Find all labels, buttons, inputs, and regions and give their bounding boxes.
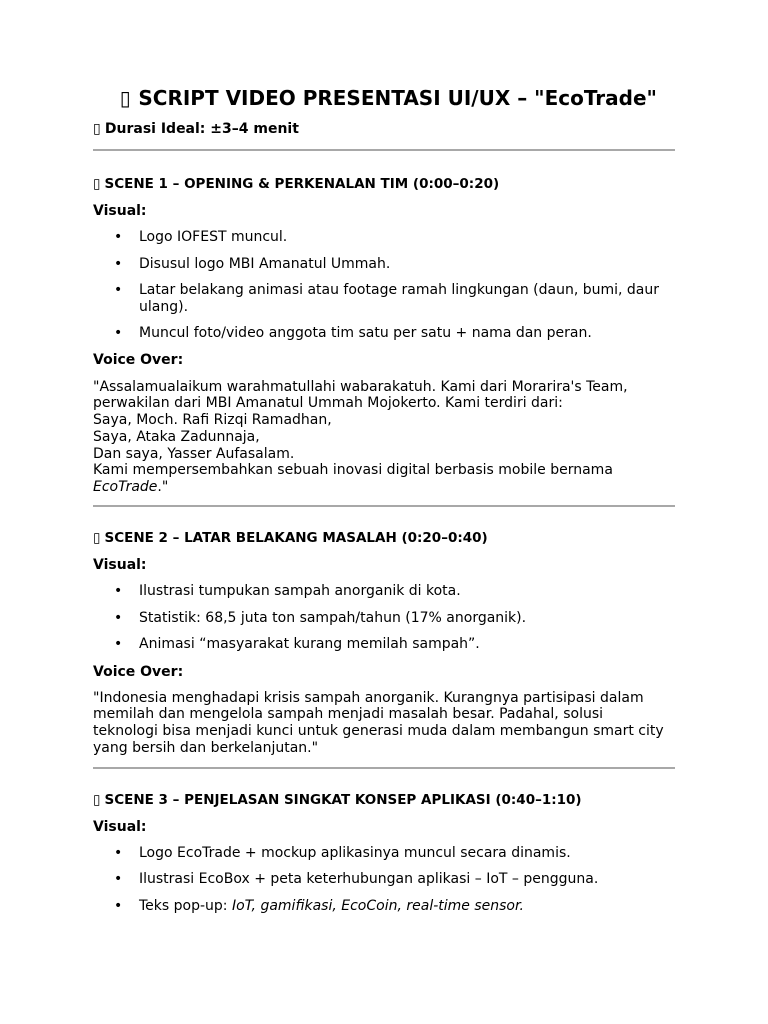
scene-3-visual-label: Visual: [93, 818, 147, 835]
divider [93, 149, 675, 151]
scene-3-placeholder-icon: ▯ [93, 791, 101, 808]
scene-1-title-text: SCENE 1 – OPENING & PERKENALAN TIM (0:00–0:20) [104, 176, 500, 192]
scene-2-voice-over-label: Voice Over: [93, 663, 184, 680]
scene-3-visual-list [93, 845, 675, 915]
scene-2-visual-list [93, 583, 675, 653]
duration-line [93, 120, 675, 138]
list-item: • Ilustrasi EcoBox + peta keterhubungan aplikasi – IoT – pengguna. [114, 871, 599, 888]
scene-2-placeholder-icon: ▯ [93, 530, 101, 547]
title-placeholder-icon: ▯ [119, 86, 131, 110]
list-item: • Ilustrasi tumpukan sampah anorganik di kota. [114, 583, 461, 600]
list-item: • Muncul foto/video anggota tim satu per satu + nama dan peran. [114, 325, 592, 341]
scene-2-title [93, 529, 675, 547]
scene-1-visual-list [93, 229, 675, 342]
scene-1-voice-over-label: Voice Over: [93, 351, 184, 368]
document-content [93, 84, 675, 914]
list-item: • Teks pop-up: IoT, gamifikasi, EcoCoin, real-time sensor. [114, 897, 524, 914]
scene-2-voice-over-text: "Indonesia menghadapi krisis sampah anorganik. Kurangnya partisipasi dalam memilah dan mengelola sampah menjadi masalah besar. Padahal, solusi teknologi bisa menjadi kunci untuk generasi muda dalam membangun smart city yang bersih dan berkelanjutan." [93, 689, 664, 756]
scene-1-visual-label: Visual: [93, 203, 147, 219]
list-item: • Latar belakang animasi atau footage ramah lingkungan (daun, bumi, daur ulang). [114, 282, 659, 315]
scene-1-title [93, 175, 675, 193]
duration-placeholder-icon: ▯ [93, 121, 101, 137]
scene-3-title [93, 791, 675, 809]
divider [93, 767, 675, 769]
app-name-italic: EcoTrade [93, 479, 158, 496]
title-text: SCRIPT VIDEO PRESENTASI UI/UX – "EcoTrade" [138, 86, 657, 110]
scene-1-voice-over-text: "Assalamualaikum warahmatullahi wabarakatuh. Kami dari Morarira's Team, perwakilan dari MBI Amanatul Ummah Mojokerto. Kami terdiri dari: Saya, Moch. Rafi Rizqi Ramadhan, Saya, Ataka Zadunnaja, Dan saya, Yasser Aufasalam. Kami mempersembahkan sebuah inovasi digital berbasis mobile bernama EcoTrade." [93, 378, 628, 496]
scene-1-placeholder-icon: ▯ [93, 176, 101, 192]
list-item: • Disusul logo MBI Amanatul Ummah. [114, 255, 391, 272]
list-item: • Logo IOFEST muncul. [114, 229, 288, 245]
divider [93, 505, 675, 507]
duration-text: Durasi Ideal: ±3–4 menit [104, 121, 299, 137]
list-item: • Statistik: 68,5 juta ton sampah/tahun (17% anorganik). [114, 609, 527, 626]
scene-2-visual-label: Visual: [93, 557, 147, 574]
scene-2-title-text: SCENE 2 – LATAR BELAKANG MASALAH (0:20–0:40) [104, 530, 488, 547]
document-title [93, 84, 675, 112]
list-item: • Animasi “masyarakat kurang memilah sampah”. [114, 636, 480, 653]
list-item: • Logo EcoTrade + mockup aplikasinya muncul secara dinamis. [114, 844, 571, 861]
scene-3-title-text: SCENE 3 – PENJELASAN SINGKAT KONSEP APLIKASI (0:40–1:10) [104, 791, 582, 808]
